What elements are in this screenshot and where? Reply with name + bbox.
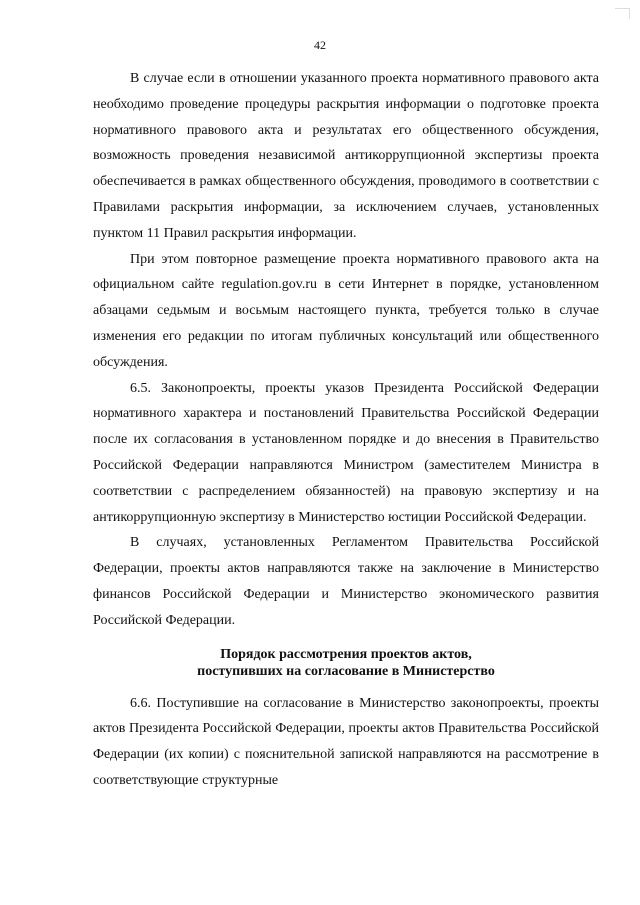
paragraph-disclosure-procedure: В случае если в отношении указанного проекта нормативного правового акта необходимо проведение процедуры раскрытия информации о подготовке проекта нормативного правового акта и результатах его общественного обсуждения, возможность проведения независимой антикоррупционной экспертизы проекта обеспечивается в рамках общественного обсуждения, проводимого в соответствии с Правилами раскрытия информации, за исключением случаев, установленных пунктом 11 Правил раскрытия информации.	[93, 71, 599, 241]
section-heading-line-2: поступивших на согласование в Министерство	[197, 663, 495, 679]
page-number: 42	[314, 38, 326, 52]
paragraph-6-6: 6.6. Поступившие на согласование в Министерство законопроекты, проекты актов Президента Российской Федерации, проекты актов Правительства Российской Федерации (их копии) с пояснительной запиской направляются на рассмотрение в соответствующие структурные	[93, 695, 599, 788]
document-body	[93, 66, 599, 794]
paragraph-repeat-placement: При этом повторное размещение проекта нормативного правового акта на официальном сайте regulation.gov.ru в сети Интернет в порядке, установленном абзацами седьмым и восьмым настоящего пункта, требуется только в случае изменения его редакции по итогам публичных консультаций или общественного обсуждения.	[93, 251, 599, 370]
section-heading	[93, 646, 599, 680]
paragraph-6-5: 6.5. Законопроекты, проекты указов Президента Российской Федерации нормативного характера и постановлений Правительства Российской Федерации после их согласования в установленном порядке и до внесения в Правительство Российской Федерации направляются Министром (заместителем Министра в соответствии с распределением обязанностей) на правовую экспертизу и на антикоррупционную экспертизу в Министерство юстиции Российской Федерации.	[93, 380, 599, 525]
section-heading-line-1: Порядок рассмотрения проектов актов,	[220, 646, 472, 662]
paragraph-government-regulations: В случаях, установленных Регламентом Правительства Российской Федерации, проекты актов направляются также на заключение в Министерство финансов Российской Федерации и Министерство экономического развития Российской Федерации.	[93, 535, 599, 628]
scan-corner-mark	[615, 8, 630, 19]
